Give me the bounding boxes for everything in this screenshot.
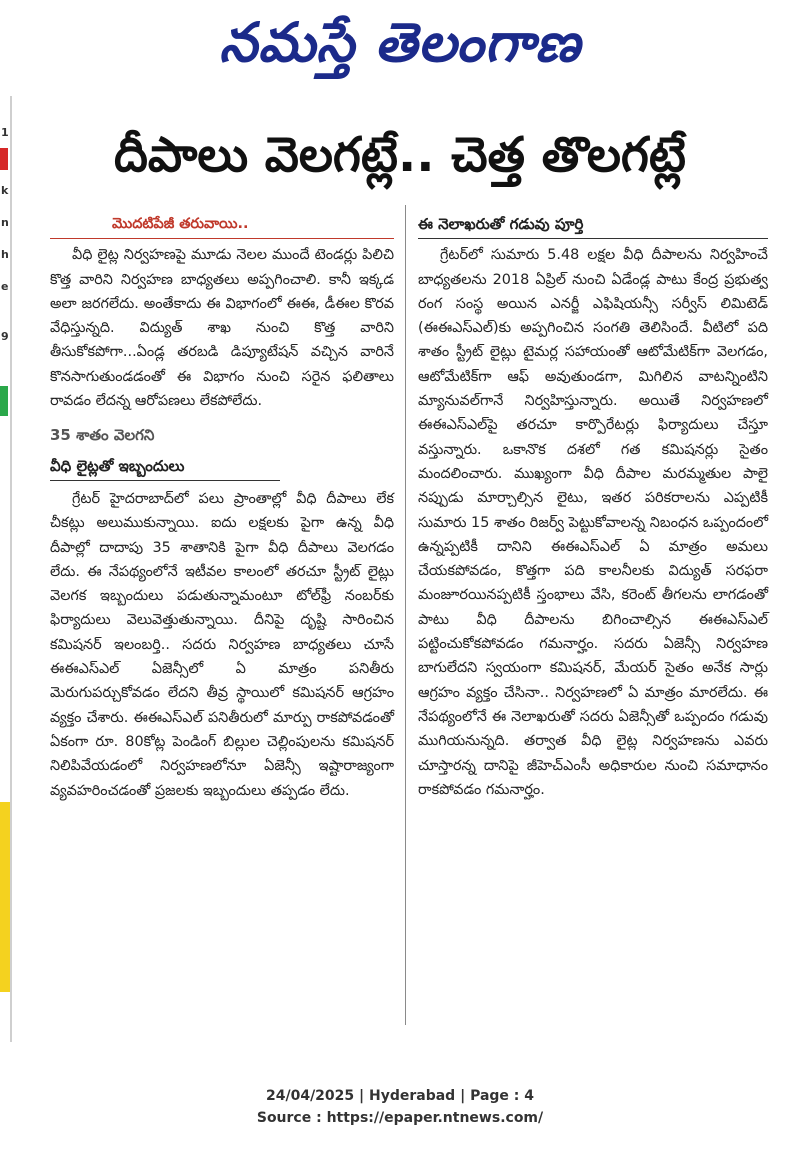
column-divider	[405, 205, 406, 1025]
edge-green-block	[0, 386, 8, 416]
right-paragraph-1: గ్రేటర్‌లో సుమారు 5.48 లక్షల వీధి దీపాలను నిర్వహించే బాధ్యతలను 2018 ఏప్రిల్ నుంచి ఏడేండ్ల పాటు కేంద్ర ప్రభుత్వ రంగ సంస్థ అయిన ఎనర్జీ ఎఫిషియన్సీ సర్వీస్ లిమిటెడ్ (ఈఈఎస్‌ఎల్)కు అప్పగించిన సంగతి తెలిసిందే. వీటిలో పది శాతం స్ట్రీట్ లైట్లు టైమర్ల సహాయంతో ఆటోమేటిక్‌గా వెలగడం, ఆటోమేటిక్‌గా ఆఫ్ అవుతుండగా, మిగిలిన వాటన్నింటిని మ్యానువల్‌గానే నిర్వహిస్తున్నారు. అయితే నిర్వహణలో ఈఈఎస్‌ఎల్‌పై తరచూ కార్పొరేటర్లు ఫిర్యాదులు చేస్తూ వస్తున్నారు. ఒకానొక దశలో గత కమిషనర్లు సైతం మందలించారు. ముఖ్యంగా వీధి దీపాల మరమ్మతుల పాలై నప్పుడు మార్చాల్సిన లైటు, ఇతర పరికరాలను ఎప్పటికీ సుమారు 15 శాతం రిజర్వ్ పెట్టుకోవాలన్న నిబంధన ఒప్పందంలో ఉన్నప్పటికీ దానిని ఈఈఎస్‌ఎల్ ఏ మాత్రం అమలు చేయకపోవడం, కొత్తగా పది కాలనీలకు విద్యుత్ సరఫరా మంజూరయినప్పటికీ స్తంభాలు వేసి, కరెంట్ తీగలను లాగడంతో పాటు వీధి దీపాలను బిగించాల్సిన ఈఈఎస్‌ఎల్ పట్టించుకోకపోవడం గమనార్హం. సదరు ఏజెన్సీ నిర్వహణ బాగులేదని స్వయంగా కమిషనర్, మేయర్ సైతం అనేక సార్లు ఆగ్రహం వ్యక్తం చేసినా.. నిర్వహణలో ఏ మాత్రం మారలేదు. ఈ నేపథ్యంలోనే ఈ నెలాఖరుతో సదరు ఏజెన్సీతో ఒప్పందం గడువు ముగియనున్నది. తర్వాత వీధి లైట్ల నిర్వహణను ఎవరు చూస్తారన్న దానిపై జీహెచ్‌ఎంసీ అధికారుల నుంచి సమాధానం రాకపోవడం గమనార్హం.	[418, 247, 768, 798]
page-footer	[0, 1085, 800, 1129]
left-paragraph-2: గ్రేటర్ హైదరాబాద్‌లో పలు ప్రాంతాల్లో వీధి దీపాలు లేక చీకట్లు అలుముకున్నాయి. ఐదు లక్షలకు పైగా ఉన్న వీధి దీపాల్లో దాదాపు 35 శాతానికి పైగా వీధి దీపాలు వెలగడం లేదు. ఈ నేపథ్యంలోనే ఇటీవల కాలంలో తరచూ స్ట్రీట్ లైట్లు వెలగక ఇబ్బందులు పడుతున్నామంటూ టోల్‌ఫ్రీ నంబర్‌కు ఫిర్యాదులు వెలువెత్తుతున్నాయి. దీనిపై దృష్టి సారించిన కమిషనర్ ఇలంబర్తి.. సదరు నిర్వహణ బాధ్యతలు చూసే ఈఈఎస్‌ఎల్ ఏజెన్సీలో ఏ మాత్రం పనితీరు మెరుగుపర్చుకోవడం లేదని తీవ్ర స్థాయిలో కమిషనర్ ఆగ్రహం వ్యక్తం చేశారు. ఈఈఎస్‌ఎల్ పనితీరులో మార్పు రాకపోవడంతో ఏకంగా రూ. 80కోట్ల పెండింగ్ బిల్లుల చెల్లింపులను కమిషనర్ నిలిపివేయడంలో నిర్వహణలోనూ ఏజెన్సీ ఇష్టారాజ్యంగా వ్యవహరించడంతో ప్రజలకు ఇబ్బందులు తప్పడం లేదు.	[50, 490, 394, 799]
left-column	[50, 212, 394, 803]
subheading-deadline: ఈ నెలాఖరుతో గడువు పూర్తి	[418, 212, 768, 239]
edge-fragment: 1	[1, 126, 9, 139]
newspaper-logo: నమస్తే తెలంగాణ	[219, 11, 581, 74]
edge-fragment: n	[1, 216, 9, 229]
edge-red-block	[0, 148, 8, 170]
continued-kicker: మొదటిపేజీ తరువాయి..	[50, 212, 394, 239]
edge-yellow-block	[0, 802, 10, 992]
article-headline: దీపాలు వెలగట్లే.. చెత్త తొలగట్లే	[114, 127, 686, 183]
edge-fragment: k	[1, 184, 9, 197]
footer-source: Source : https://epaper.ntnews.com/	[256, 1110, 544, 1126]
edge-fragment: e	[1, 280, 9, 293]
subheading-rule	[50, 480, 280, 481]
edge-fragment: h	[1, 248, 9, 261]
footer-date-page: 24/04/2025 | Hyderabad | Page : 4	[265, 1088, 535, 1104]
masthead	[0, 0, 800, 90]
subheading-35-percent: 35 శాతం వెలగని	[50, 426, 155, 445]
subheading-streetlights: వీధి లైట్లతో ఇబ్బందులు	[50, 456, 185, 475]
edge-fragment: 9	[1, 330, 9, 343]
right-column	[418, 212, 768, 802]
left-paragraph-1: వీధి లైట్ల నిర్వహణపై మూడు నెలల ముందే టెండర్లు పిలిచి కొత్త వారిని నిర్వహణ బాధ్యతలు అప్పగించాలి. కానీ ఇక్కడ అలా జరగలేదు. అంతేకాదు ఈ విభాగంలో ఈఈ, డీఈల కొరవ వేధిస్తున్నది. విద్యుత్ శాఖ నుంచి కొత్త వారిని తీసుకోకపోగా...ఏండ్ల తరబడి డిప్యూటేషన్ వచ్చిన వారినే కొనసాగుతుండడంతో ఈ విభాగం నుంచి సరైన ఫలితాలు రావడం లేదన్న ఆరోపణలు లేకపోలేదు.	[50, 247, 394, 410]
